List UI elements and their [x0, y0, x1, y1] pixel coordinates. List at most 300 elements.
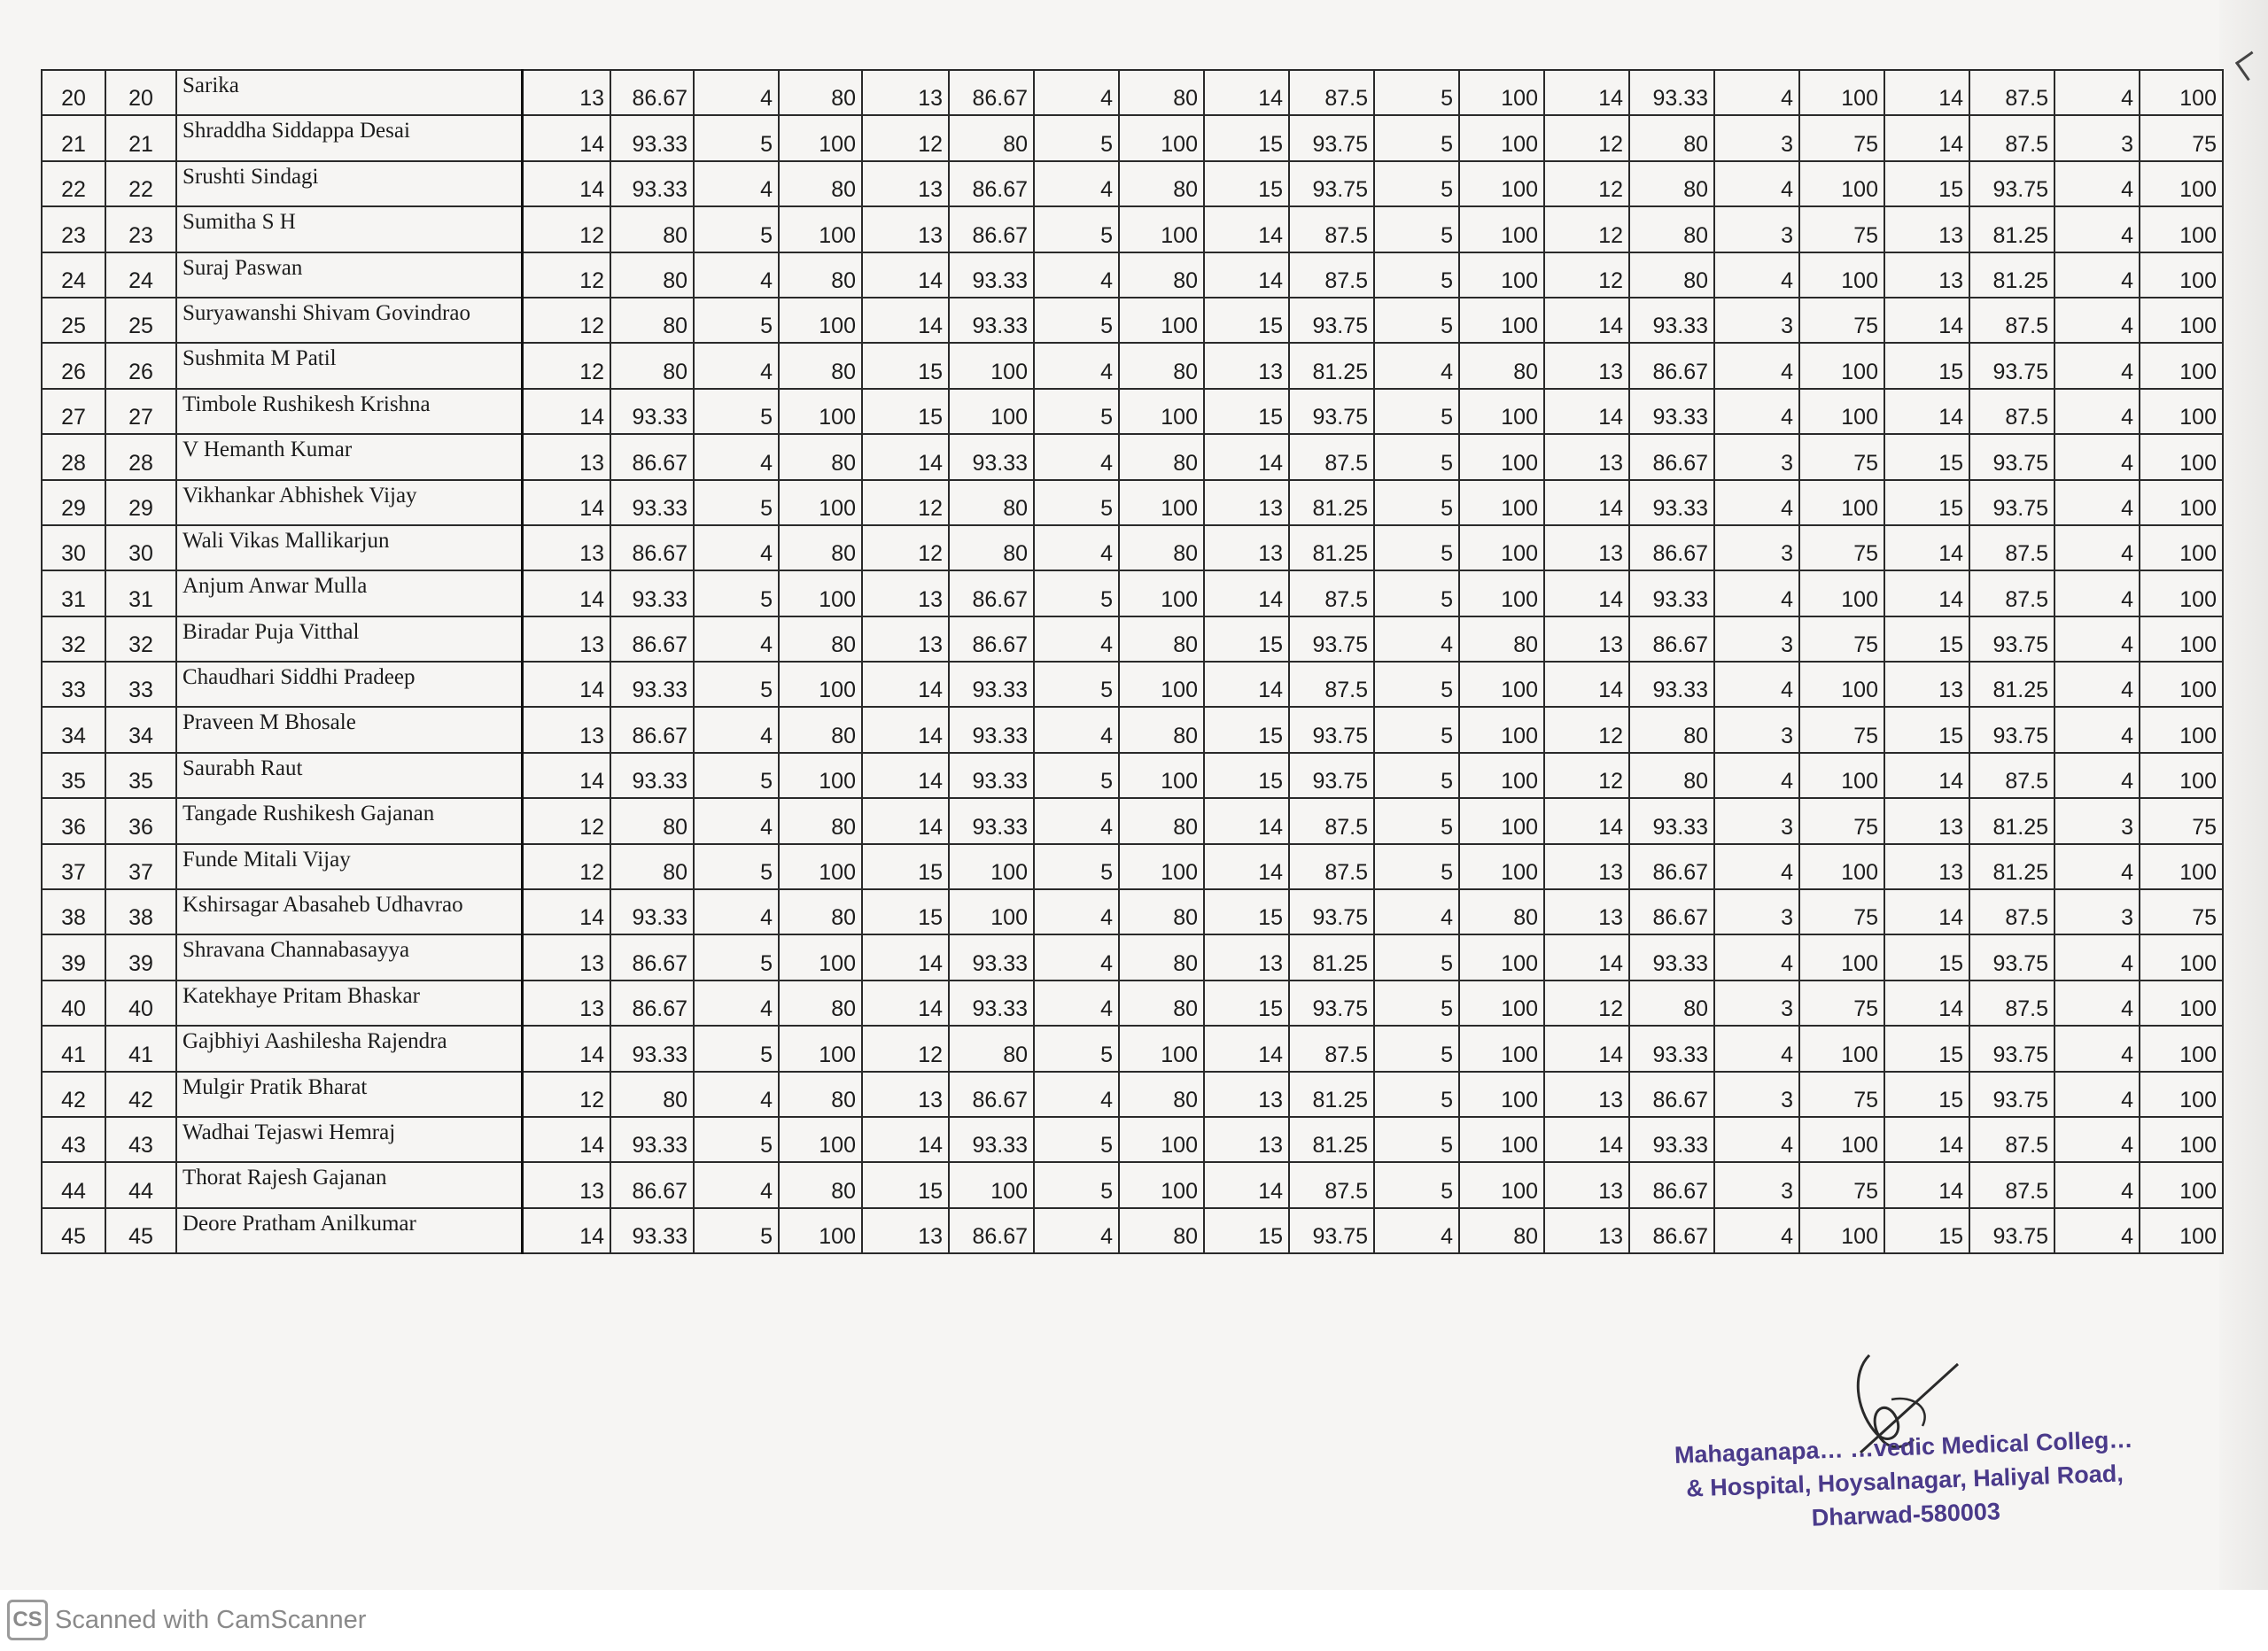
score-cell: 15 — [1204, 161, 1289, 206]
score-cell: 100 — [1459, 1162, 1544, 1207]
marks-table-body — [42, 70, 2223, 1253]
table-row — [42, 844, 2223, 889]
score-cell: 87.5 — [1289, 1026, 1374, 1071]
score-cell: 5 — [694, 570, 779, 616]
score-cell: 100 — [2140, 389, 2223, 434]
score-cell: 4 — [2054, 981, 2140, 1026]
score-cell: 5 — [694, 934, 779, 980]
roll-number-cell: 30 — [105, 525, 176, 570]
score-cell: 86.67 — [1629, 434, 1714, 479]
student-name-cell: Saurabh Raut — [176, 753, 522, 798]
score-cell: 4 — [1034, 1208, 1119, 1253]
score-cell: 12 — [1544, 753, 1629, 798]
score-cell: 14 — [1544, 1117, 1629, 1162]
score-cell: 93.33 — [610, 1026, 694, 1071]
roll-number-cell: 38 — [105, 889, 176, 934]
score-cell: 80 — [1459, 889, 1544, 934]
score-cell: 93.33 — [1629, 70, 1714, 115]
score-cell: 80 — [1119, 70, 1204, 115]
score-cell: 100 — [779, 115, 862, 160]
score-cell: 4 — [2054, 343, 2140, 388]
score-cell: 80 — [779, 1162, 862, 1207]
score-cell: 93.75 — [1969, 434, 2054, 479]
score-cell: 100 — [1119, 298, 1204, 343]
score-cell: 14 — [1884, 298, 1969, 343]
serial-number-cell: 29 — [42, 480, 105, 525]
score-cell: 4 — [1714, 252, 1799, 298]
score-cell: 14 — [1544, 570, 1629, 616]
score-cell: 93.33 — [610, 753, 694, 798]
table-row — [42, 389, 2223, 434]
serial-number-cell: 32 — [42, 616, 105, 662]
score-cell: 86.67 — [949, 570, 1034, 616]
score-cell: 93.33 — [949, 1117, 1034, 1162]
score-cell: 80 — [1119, 707, 1204, 752]
table-row — [42, 525, 2223, 570]
score-cell: 14 — [1884, 981, 1969, 1026]
score-cell: 14 — [862, 1117, 949, 1162]
score-cell: 100 — [779, 753, 862, 798]
score-cell: 100 — [949, 389, 1034, 434]
score-cell: 75 — [1799, 1072, 1884, 1117]
score-cell: 80 — [1629, 115, 1714, 160]
score-cell: 5 — [1034, 115, 1119, 160]
score-cell: 80 — [1629, 206, 1714, 252]
score-cell: 100 — [1119, 1117, 1204, 1162]
score-cell: 13 — [1544, 343, 1629, 388]
score-cell: 93.33 — [949, 753, 1034, 798]
score-cell: 80 — [779, 343, 862, 388]
score-cell: 12 — [522, 206, 610, 252]
score-cell: 15 — [1884, 434, 1969, 479]
score-cell: 5 — [1034, 389, 1119, 434]
score-cell: 13 — [1204, 525, 1289, 570]
student-name-cell: Gajbhiyi Aashilesha Rajendra — [176, 1026, 522, 1071]
score-cell: 81.25 — [1289, 480, 1374, 525]
score-cell: 14 — [1204, 798, 1289, 843]
score-cell: 14 — [522, 161, 610, 206]
score-cell: 12 — [1544, 981, 1629, 1026]
table-row — [42, 616, 2223, 662]
score-cell: 86.67 — [610, 434, 694, 479]
score-cell: 80 — [1119, 343, 1204, 388]
score-cell: 5 — [1034, 298, 1119, 343]
score-cell: 5 — [1374, 934, 1459, 980]
score-cell: 100 — [1119, 1026, 1204, 1071]
score-cell: 87.5 — [1289, 798, 1374, 843]
marks-table — [41, 69, 2224, 1254]
score-cell: 13 — [862, 70, 949, 115]
score-cell: 15 — [1884, 1208, 1969, 1253]
student-name-cell: Shravana Channabasayya — [176, 934, 522, 980]
score-cell: 4 — [1034, 1072, 1119, 1117]
table-row — [42, 934, 2223, 980]
score-cell: 12 — [522, 252, 610, 298]
score-cell: 93.33 — [1629, 662, 1714, 707]
score-cell: 4 — [1714, 70, 1799, 115]
score-cell: 4 — [1374, 616, 1459, 662]
score-cell: 87.5 — [1969, 981, 2054, 1026]
score-cell: 3 — [1714, 115, 1799, 160]
score-cell: 13 — [1884, 798, 1969, 843]
score-cell: 4 — [2054, 298, 2140, 343]
roll-number-cell: 40 — [105, 981, 176, 1026]
score-cell: 75 — [1799, 115, 1884, 160]
score-cell: 12 — [862, 525, 949, 570]
score-cell: 5 — [1374, 981, 1459, 1026]
score-cell: 5 — [1374, 252, 1459, 298]
score-cell: 100 — [2140, 570, 2223, 616]
score-cell: 5 — [694, 206, 779, 252]
score-cell: 5 — [694, 844, 779, 889]
score-cell: 4 — [1714, 844, 1799, 889]
score-cell: 4 — [1034, 434, 1119, 479]
score-cell: 13 — [522, 707, 610, 752]
score-cell: 80 — [949, 480, 1034, 525]
score-cell: 14 — [1204, 252, 1289, 298]
score-cell: 100 — [1459, 389, 1544, 434]
score-cell: 100 — [2140, 70, 2223, 115]
score-cell: 4 — [694, 343, 779, 388]
score-cell: 93.33 — [610, 1208, 694, 1253]
score-cell: 93.33 — [1629, 570, 1714, 616]
camscanner-footer — [7, 1600, 366, 1640]
serial-number-cell: 33 — [42, 662, 105, 707]
score-cell: 87.5 — [1969, 1162, 2054, 1207]
score-cell: 100 — [1459, 981, 1544, 1026]
roll-number-cell: 39 — [105, 934, 176, 980]
score-cell: 14 — [862, 662, 949, 707]
score-cell: 4 — [1714, 161, 1799, 206]
roll-number-cell: 44 — [105, 1162, 176, 1207]
roll-number-cell: 35 — [105, 753, 176, 798]
score-cell: 100 — [1459, 1072, 1544, 1117]
score-cell: 93.33 — [610, 662, 694, 707]
score-cell: 100 — [2140, 707, 2223, 752]
serial-number-cell: 44 — [42, 1162, 105, 1207]
score-cell: 81.25 — [1969, 844, 2054, 889]
table-row — [42, 1117, 2223, 1162]
score-cell: 4 — [2054, 252, 2140, 298]
score-cell: 87.5 — [1969, 115, 2054, 160]
table-row — [42, 753, 2223, 798]
score-cell: 100 — [1459, 844, 1544, 889]
score-cell: 80 — [610, 298, 694, 343]
score-cell: 4 — [1714, 753, 1799, 798]
score-cell: 80 — [1119, 981, 1204, 1026]
roll-number-cell: 29 — [105, 480, 176, 525]
score-cell: 93.75 — [1289, 115, 1374, 160]
score-cell: 15 — [1884, 707, 1969, 752]
score-cell: 87.5 — [1969, 298, 2054, 343]
score-cell: 100 — [1459, 206, 1544, 252]
student-name-cell: Sumitha S H — [176, 206, 522, 252]
score-cell: 87.5 — [1969, 525, 2054, 570]
institution-stamp — [1619, 1421, 2190, 1541]
score-cell: 5 — [1034, 1162, 1119, 1207]
roll-number-cell: 26 — [105, 343, 176, 388]
score-cell: 5 — [694, 1208, 779, 1253]
score-cell: 14 — [862, 434, 949, 479]
score-cell: 87.5 — [1289, 570, 1374, 616]
score-cell: 4 — [694, 70, 779, 115]
score-cell: 80 — [610, 844, 694, 889]
score-cell: 93.33 — [610, 1117, 694, 1162]
table-row — [42, 981, 2223, 1026]
score-cell: 100 — [1459, 753, 1544, 798]
score-cell: 80 — [1119, 798, 1204, 843]
score-cell: 81.25 — [1969, 662, 2054, 707]
score-cell: 14 — [1884, 525, 1969, 570]
score-cell: 13 — [1544, 1072, 1629, 1117]
score-cell: 100 — [1119, 570, 1204, 616]
score-cell: 4 — [694, 161, 779, 206]
score-cell: 80 — [610, 252, 694, 298]
table-row — [42, 252, 2223, 298]
score-cell: 100 — [949, 1162, 1034, 1207]
score-cell: 100 — [1459, 115, 1544, 160]
serial-number-cell: 45 — [42, 1208, 105, 1253]
score-cell: 14 — [522, 1208, 610, 1253]
score-cell: 100 — [1119, 480, 1204, 525]
score-cell: 4 — [1034, 616, 1119, 662]
score-cell: 4 — [2054, 934, 2140, 980]
table-row — [42, 1208, 2223, 1253]
score-cell: 4 — [694, 798, 779, 843]
serial-number-cell: 36 — [42, 798, 105, 843]
score-cell: 93.75 — [1289, 753, 1374, 798]
score-cell: 100 — [2140, 525, 2223, 570]
score-cell: 12 — [1544, 707, 1629, 752]
score-cell: 100 — [1119, 206, 1204, 252]
serial-number-cell: 28 — [42, 434, 105, 479]
score-cell: 12 — [1544, 206, 1629, 252]
score-cell: 13 — [1204, 934, 1289, 980]
score-cell: 75 — [1799, 434, 1884, 479]
score-cell: 100 — [2140, 1072, 2223, 1117]
table-row — [42, 798, 2223, 843]
score-cell: 12 — [862, 1026, 949, 1071]
score-cell: 5 — [694, 115, 779, 160]
score-cell: 100 — [2140, 252, 2223, 298]
score-cell: 81.25 — [1969, 206, 2054, 252]
score-cell: 80 — [779, 252, 862, 298]
score-cell: 13 — [862, 1208, 949, 1253]
score-cell: 80 — [610, 798, 694, 843]
score-cell: 100 — [2140, 662, 2223, 707]
score-cell: 4 — [2054, 1162, 2140, 1207]
score-cell: 100 — [779, 389, 862, 434]
score-cell: 5 — [1374, 115, 1459, 160]
score-cell: 80 — [779, 707, 862, 752]
roll-number-cell: 42 — [105, 1072, 176, 1117]
score-cell: 81.25 — [1289, 934, 1374, 980]
score-cell: 80 — [949, 115, 1034, 160]
score-cell: 15 — [1884, 934, 1969, 980]
roll-number-cell: 21 — [105, 115, 176, 160]
score-cell: 75 — [2140, 115, 2223, 160]
score-cell: 100 — [2140, 1026, 2223, 1071]
score-cell: 86.67 — [610, 70, 694, 115]
score-cell: 80 — [949, 525, 1034, 570]
serial-number-cell: 37 — [42, 844, 105, 889]
student-name-cell: Wadhai Tejaswi Hemraj — [176, 1117, 522, 1162]
serial-number-cell: 30 — [42, 525, 105, 570]
score-cell: 3 — [1714, 525, 1799, 570]
score-cell: 93.33 — [1629, 480, 1714, 525]
score-cell: 15 — [1884, 161, 1969, 206]
score-cell: 86.67 — [610, 981, 694, 1026]
score-cell: 80 — [779, 616, 862, 662]
score-cell: 80 — [949, 1026, 1034, 1071]
score-cell: 12 — [522, 798, 610, 843]
score-cell: 100 — [1459, 161, 1544, 206]
score-cell: 100 — [1459, 662, 1544, 707]
score-cell: 4 — [694, 616, 779, 662]
score-cell: 5 — [694, 1117, 779, 1162]
score-cell: 86.67 — [610, 525, 694, 570]
score-cell: 4 — [1714, 343, 1799, 388]
serial-number-cell: 35 — [42, 753, 105, 798]
score-cell: 75 — [1799, 616, 1884, 662]
score-cell: 80 — [1119, 934, 1204, 980]
score-cell: 4 — [1714, 662, 1799, 707]
table-row — [42, 1162, 2223, 1207]
score-cell: 5 — [1374, 1072, 1459, 1117]
stamp-line-2: & Hospital, Hoysalnagar, Haliyal Road, — [1685, 1460, 2124, 1502]
score-cell: 13 — [1544, 889, 1629, 934]
score-cell: 13 — [1204, 1072, 1289, 1117]
roll-number-cell: 32 — [105, 616, 176, 662]
score-cell: 93.75 — [1969, 343, 2054, 388]
score-cell: 100 — [779, 298, 862, 343]
score-cell: 15 — [862, 844, 949, 889]
roll-number-cell: 23 — [105, 206, 176, 252]
score-cell: 100 — [1459, 1117, 1544, 1162]
score-cell: 81.25 — [1969, 798, 2054, 843]
score-cell: 14 — [1544, 480, 1629, 525]
score-cell: 14 — [522, 570, 610, 616]
score-cell: 100 — [2140, 1208, 2223, 1253]
score-cell: 3 — [1714, 434, 1799, 479]
score-cell: 13 — [1884, 252, 1969, 298]
score-cell: 100 — [1799, 161, 1884, 206]
score-cell: 86.67 — [949, 161, 1034, 206]
page-edge — [2219, 0, 2268, 1590]
roll-number-cell: 22 — [105, 161, 176, 206]
score-cell: 100 — [1799, 343, 1884, 388]
table-row — [42, 434, 2223, 479]
score-cell: 100 — [2140, 753, 2223, 798]
roll-number-cell: 27 — [105, 389, 176, 434]
score-cell: 14 — [1884, 1117, 1969, 1162]
student-name-cell: Biradar Puja Vitthal — [176, 616, 522, 662]
score-cell: 100 — [1799, 844, 1884, 889]
score-cell: 87.5 — [1289, 1162, 1374, 1207]
score-cell: 80 — [779, 70, 862, 115]
roll-number-cell: 33 — [105, 662, 176, 707]
score-cell: 100 — [1459, 707, 1544, 752]
score-cell: 15 — [1884, 616, 1969, 662]
serial-number-cell: 23 — [42, 206, 105, 252]
score-cell: 75 — [1799, 981, 1884, 1026]
score-cell: 13 — [1544, 434, 1629, 479]
score-cell: 100 — [2140, 434, 2223, 479]
score-cell: 80 — [779, 1072, 862, 1117]
score-cell: 86.67 — [949, 206, 1034, 252]
score-cell: 80 — [1629, 252, 1714, 298]
score-cell: 12 — [862, 480, 949, 525]
serial-number-cell: 24 — [42, 252, 105, 298]
score-cell: 87.5 — [1969, 70, 2054, 115]
student-name-cell: Katekhaye Pritam Bhaskar — [176, 981, 522, 1026]
score-cell: 4 — [1034, 252, 1119, 298]
score-cell: 13 — [1544, 844, 1629, 889]
score-cell: 3 — [1714, 298, 1799, 343]
score-cell: 14 — [1544, 1026, 1629, 1071]
score-cell: 75 — [1799, 1162, 1884, 1207]
score-cell: 87.5 — [1289, 844, 1374, 889]
score-cell: 14 — [1884, 1162, 1969, 1207]
score-cell: 93.33 — [949, 981, 1034, 1026]
score-cell: 80 — [1119, 889, 1204, 934]
score-cell: 100 — [779, 844, 862, 889]
score-cell: 4 — [2054, 70, 2140, 115]
score-cell: 100 — [2140, 298, 2223, 343]
score-cell: 13 — [1204, 480, 1289, 525]
student-name-cell: Praveen M Bhosale — [176, 707, 522, 752]
score-cell: 75 — [2140, 889, 2223, 934]
score-cell: 80 — [1119, 525, 1204, 570]
score-cell: 100 — [1459, 570, 1544, 616]
score-cell: 3 — [1714, 981, 1799, 1026]
score-cell: 4 — [2054, 480, 2140, 525]
score-cell: 14 — [522, 662, 610, 707]
roll-number-cell: 20 — [105, 70, 176, 115]
score-cell: 5 — [1374, 1162, 1459, 1207]
score-cell: 14 — [862, 298, 949, 343]
camscanner-logo-icon: CS — [7, 1600, 48, 1640]
score-cell: 93.33 — [949, 798, 1034, 843]
score-cell: 15 — [1204, 981, 1289, 1026]
score-cell: 4 — [694, 889, 779, 934]
score-cell: 86.67 — [1629, 616, 1714, 662]
score-cell: 75 — [1799, 298, 1884, 343]
score-cell: 13 — [862, 616, 949, 662]
score-cell: 14 — [862, 707, 949, 752]
score-cell: 86.67 — [949, 70, 1034, 115]
table-row — [42, 343, 2223, 388]
score-cell: 15 — [1204, 616, 1289, 662]
score-cell: 14 — [522, 115, 610, 160]
score-cell: 3 — [1714, 1072, 1799, 1117]
table-row — [42, 1026, 2223, 1071]
score-cell: 12 — [1544, 161, 1629, 206]
score-cell: 3 — [1714, 798, 1799, 843]
student-name-cell: Tangade Rushikesh Gajanan — [176, 798, 522, 843]
score-cell: 14 — [1884, 753, 1969, 798]
score-cell: 13 — [522, 1162, 610, 1207]
score-cell: 80 — [1629, 707, 1714, 752]
score-cell: 4 — [1034, 161, 1119, 206]
score-cell: 75 — [1799, 889, 1884, 934]
score-cell: 100 — [1459, 798, 1544, 843]
score-cell: 3 — [1714, 616, 1799, 662]
score-cell: 13 — [1884, 206, 1969, 252]
table-row — [42, 889, 2223, 934]
score-cell: 3 — [2054, 889, 2140, 934]
score-cell: 5 — [1374, 1026, 1459, 1071]
